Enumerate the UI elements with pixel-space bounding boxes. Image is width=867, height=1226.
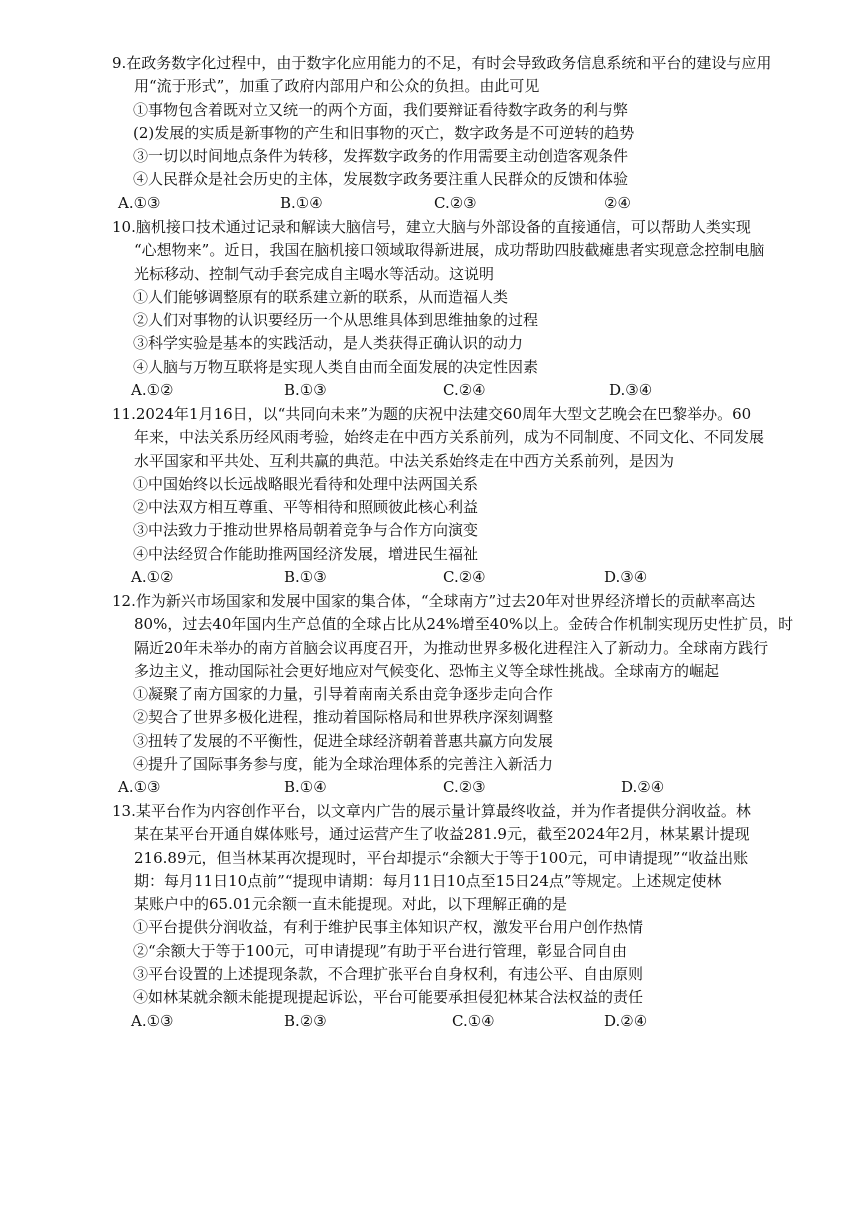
choice-a: A.①②: [131, 381, 174, 400]
statement-option: ③中法致力于推动世界格局朝着竞争与合作方向演变: [133, 521, 479, 540]
choice-a: A.①③: [131, 1011, 174, 1030]
choice-d: D.③④: [604, 568, 648, 587]
question-stem-line: “心想物来”。近日，我国在脑机接口领域取得新进展，成功帮助四肢截瘫患者实现意念控制电脑: [134, 241, 765, 260]
question-stem-line: 216.89元，但当林某再次提现时，平台却提示“余额大于等于100元，可申请提现”“收益出账: [134, 848, 749, 867]
choice-d: ②④: [604, 193, 631, 212]
question-stem-line: 年来，中法关系历经风雨考验，始终走在中西方关系前列，成为不同制度、不同文化、不同发展: [134, 428, 765, 447]
statement-option: ③科学实验是基本的实践活动，是人类获得正确认识的动力: [133, 334, 524, 353]
choice-a: A.①③: [118, 193, 161, 212]
answer-choices: [112, 566, 822, 589]
question-13: [112, 800, 822, 1033]
statement-option: ④中法经贸合作能助推两国经济发展，增进民生福祉: [133, 544, 479, 563]
question-stem-line: 某账户中的65.01元余额一直未能提现。对此，以下理解正确的是: [134, 895, 567, 914]
choice-d: D.②④: [621, 778, 665, 797]
statement-option: ②中法双方相互尊重、平等相待和照顾彼此核心利益: [133, 498, 479, 517]
choice-a: A.①②: [131, 568, 174, 587]
statement-option: ③扭转了发展的不平衡性，促进全球经济朝着普惠共赢方向发展: [133, 731, 554, 750]
statement-option: (2)发展的实质是新事物的产生和旧事物的灭亡，数字政务是不可逆转的趋势: [133, 123, 635, 142]
choice-d: D.②④: [604, 1011, 648, 1030]
question-10: [112, 216, 822, 402]
question-stem-line: 隔近20年未举办的南方首脑会议再度召开，为推动世界多极化进程注入了新动力。全球南方践行: [134, 638, 769, 657]
question-stem-line: 10.脑机接口技术通过记录和解读大脑信号，建立大脑与外部设备的直接通信，可以帮助人类实现: [112, 218, 751, 236]
question-stem-line: 期：每月11日10点前”“提现申请期：每月11日10点至15日24点”等规定。上述规定使林: [134, 871, 722, 890]
choice-d: D.③④: [609, 381, 653, 400]
answer-choices: [112, 1010, 822, 1033]
answer-choices: [112, 776, 822, 799]
choice-b: B.①④: [280, 193, 323, 212]
answer-choices: [112, 379, 822, 402]
question-stem-line: 80%，过去40年国内生产总值的全球占比从24%增至40%以上。金砖合作机制实现历史性扩员，时: [134, 615, 794, 634]
statement-option: ②人们对事物的认识要经历一个从思维具体到思维抽象的过程: [133, 311, 539, 330]
statement-option: ④提升了国际事务参与度，能为全球治理体系的完善注入新活力: [133, 755, 554, 774]
answer-choices: [112, 192, 822, 215]
choice-b: B.①④: [284, 778, 327, 797]
choice-b: B.①③: [284, 568, 327, 587]
choice-a: A.①③: [118, 778, 161, 797]
question-stem-line: 某在某平台开通自媒体账号，通过运营产生了收益281.9元，截至2024年2月，林某累计提现: [134, 825, 750, 844]
statement-option: ④人民群众是社会历史的主体，发展数字政务要注重人民群众的反馈和体验: [133, 170, 629, 189]
statement-option: ①事物包含着既对立又统一的两个方面，我们要辩证看待数字政务的利与弊: [133, 100, 629, 119]
question-stem-line: 用“流于形式”，加重了政府内部用户和公众的负担。由此可见: [134, 77, 540, 96]
question-stem-line: 13.某平台作为内容创作平台，以文章内广告的展示量计算最终收益，并为作者提供分润收益。林: [112, 802, 751, 820]
choice-c: C.②③: [434, 193, 477, 212]
statement-option: ①中国始终以长远战略眼光看待和处理中法两国关系: [133, 474, 479, 493]
statement-option: ①凝聚了南方国家的力量，引导着南南关系由竞争逐步走向合作: [133, 685, 554, 704]
statement-option: ②契合了世界多极化进程，推动着国际格局和世界秩序深刻调整: [133, 708, 554, 727]
question-11: [112, 403, 822, 589]
question-stem-line: 11.2024年1月16日，以“共同向未来”为题的庆祝中法建交60周年大型文艺晚会在巴黎举办。60: [112, 405, 752, 423]
choice-c: C.②④: [443, 568, 486, 587]
choice-c: C.②④: [443, 381, 486, 400]
choice-c: C.①④: [452, 1011, 495, 1030]
statement-option: ①人们能够调整原有的联系建立新的联系，从而造福人类: [133, 287, 509, 306]
statement-option: ③一切以时间地点条件为转移，发挥数字政务的作用需要主动创造客观条件: [133, 147, 629, 166]
statement-option: ④如林某就余额未能提现提起诉讼，平台可能要承担侵犯林某合法权益的责任: [133, 988, 644, 1007]
choice-b: B.①③: [284, 381, 327, 400]
question-stem-line: 光标移动、控制气动手套完成自主喝水等活动。这说明: [134, 264, 495, 283]
question-9: [112, 52, 822, 215]
choice-b: B.②③: [284, 1011, 327, 1030]
statement-option: ①平台提供分润收益，有利于维护民事主体知识产权，激发平台用户创作热情: [133, 918, 644, 937]
statement-option: ②“余额大于等于100元，可申请提现”有助于平台进行管理，彰显合同自由: [133, 941, 627, 960]
question-stem-line: 9.在政务数字化过程中，由于数字化应用能力的不足，有时会导致政务信息系统和平台的建设与应用: [112, 54, 772, 72]
question-12: [112, 590, 822, 800]
statement-option: ③平台设置的上述提现条款，不合理扩张平台自身权利，有违公平、自由原则: [133, 965, 644, 984]
statement-option: ④人脑与万物互联将是实现人类自由而全面发展的决定性因素: [133, 357, 539, 376]
question-stem-line: 多边主义，推动国际社会更好地应对气候变化、恐怖主义等全球性挑战。全球南方的崛起: [134, 661, 720, 680]
question-stem-line: 水平国家和平共处、互利共赢的典范。中法关系始终走在中西方关系前列，是因为: [134, 451, 675, 470]
question-stem-line: 12.作为新兴市场国家和发展中国家的集合体，“全球南方”过去20年对世界经济增长的贡献率高达: [112, 592, 756, 610]
choice-c: C.②③: [443, 778, 486, 797]
